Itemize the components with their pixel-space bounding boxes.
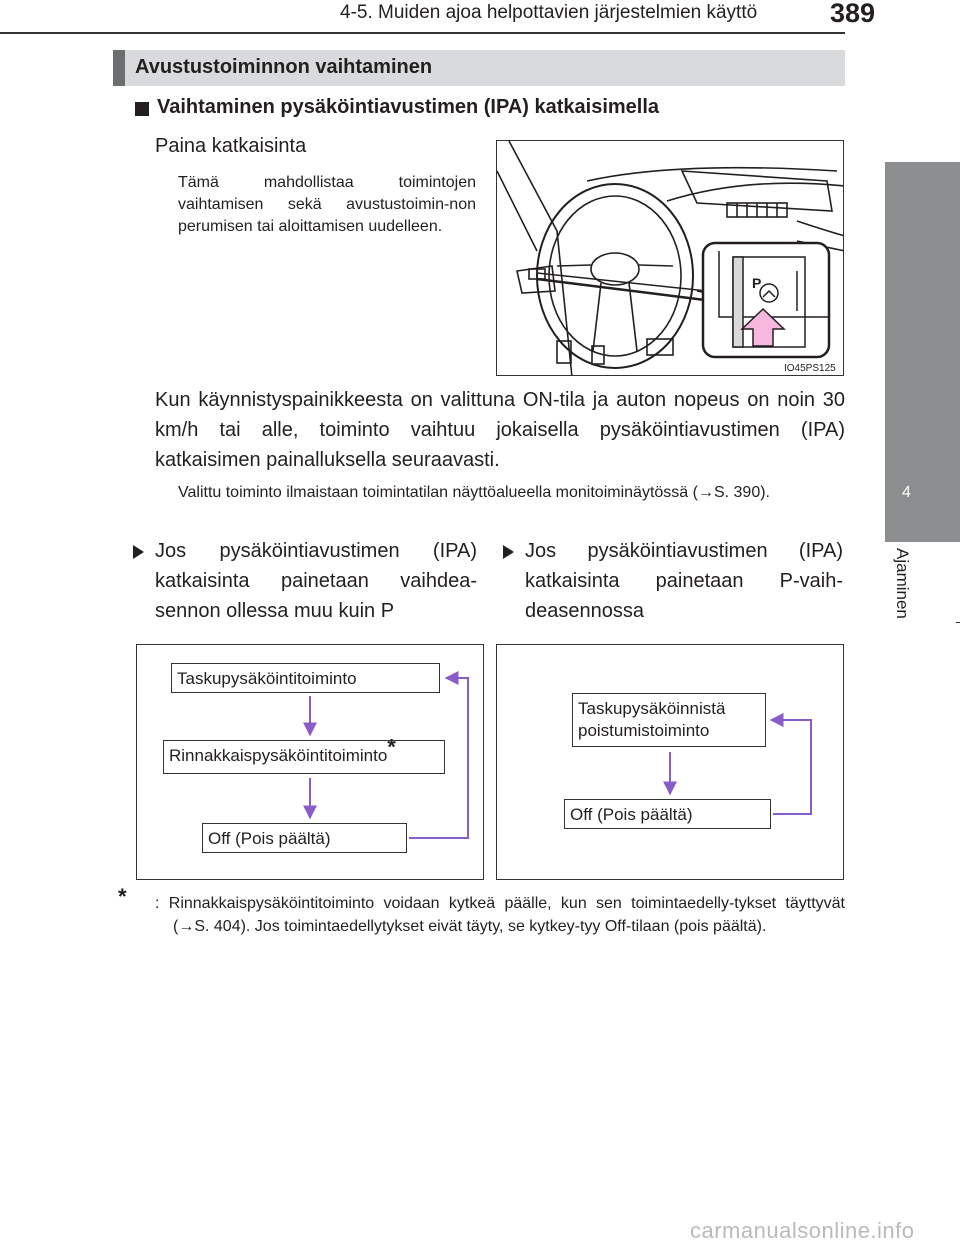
chapter-number: 4: [902, 484, 911, 501]
section-bar-accent: [113, 50, 125, 86]
dashboard-illustration: [496, 140, 844, 376]
switch-letter: P: [752, 275, 762, 291]
triangle-bullet-icon: [503, 545, 514, 559]
flow-step-pocket-parking: Taskupysäköintitoiminto: [171, 663, 440, 693]
asterisk-mark: *: [387, 734, 396, 760]
flow-step-parallel-parking: [163, 734, 445, 774]
watermark: carmanualsonline.info: [690, 1218, 915, 1243]
running-header: 4-5. Muiden ajoa helpottavien järjestelmien käyttö: [340, 2, 758, 23]
chapter-tick: [956, 622, 960, 623]
footnote-asterisk: *: [118, 884, 127, 909]
chapter-tab: [885, 162, 960, 542]
flow-step-label: Rinnakkaispysäköintitoiminto: [169, 746, 388, 765]
body-paragraph: Kun käynnistyspainikkeesta on valittuna ON-tila ja auton nopeus on noin 30 km/h tai alle, toiminto vaihtuu jokaisella pysäköintiavustimen (IPA) katkaisimen painalluksella seuraavasti.: [155, 389, 845, 471]
subsection-title: Vaihtaminen pysäköintiavustimen (IPA) katkaisimella: [157, 96, 660, 118]
chapter-label: Ajaminen: [893, 548, 912, 619]
note-paragraph: Valittu toiminto ilmaistaan toimintatilan näyttöalueella monitoiminäytössä (→S. 390).: [178, 484, 770, 501]
triangle-bullet-icon: [133, 545, 144, 559]
right-column-heading: Jos pysäköintiavustimen (IPA) katkaisinta painetaan P-vaih-deasennossa: [525, 540, 843, 622]
page-number: 389: [830, 0, 876, 28]
left-column-heading: Jos pysäköintiavustimen (IPA) katkaisinta painetaan vaihdea-sennon ollessa muu kuin P: [155, 540, 477, 622]
header-rule: [0, 32, 845, 34]
figure-code: IO45PS125: [784, 363, 836, 374]
section-title: Avustustoiminnon vaihtaminen: [135, 56, 433, 78]
flow-step-pocket-exit: Taskupysäköinnistä poistumistoiminto: [572, 693, 766, 747]
right-flow-panel: [496, 644, 844, 880]
square-bullet-icon: [135, 102, 149, 116]
dashboard-drawing: [497, 141, 844, 376]
flow-step-off: Off (Pois päältä): [202, 823, 407, 853]
press-instruction: Paina katkaisinta: [155, 135, 307, 157]
footnote-text: : Rinnakkaispysäköintitoiminto voidaan kytkeä päälle, kun sen toimintaedelly-tykset täyttyvät (→S. 404). Jos toimintaedellytykset eivät täyty, se kytkey-tyy Off-tilaan (pois päältä).: [155, 895, 845, 935]
flow-step-off: Off (Pois päältä): [564, 799, 771, 829]
press-description: Tämä mahdollistaa toimintojen vaihtamisen sekä avustustoimin-non perumisen tai aloittamisen uudelleen.: [178, 174, 476, 235]
